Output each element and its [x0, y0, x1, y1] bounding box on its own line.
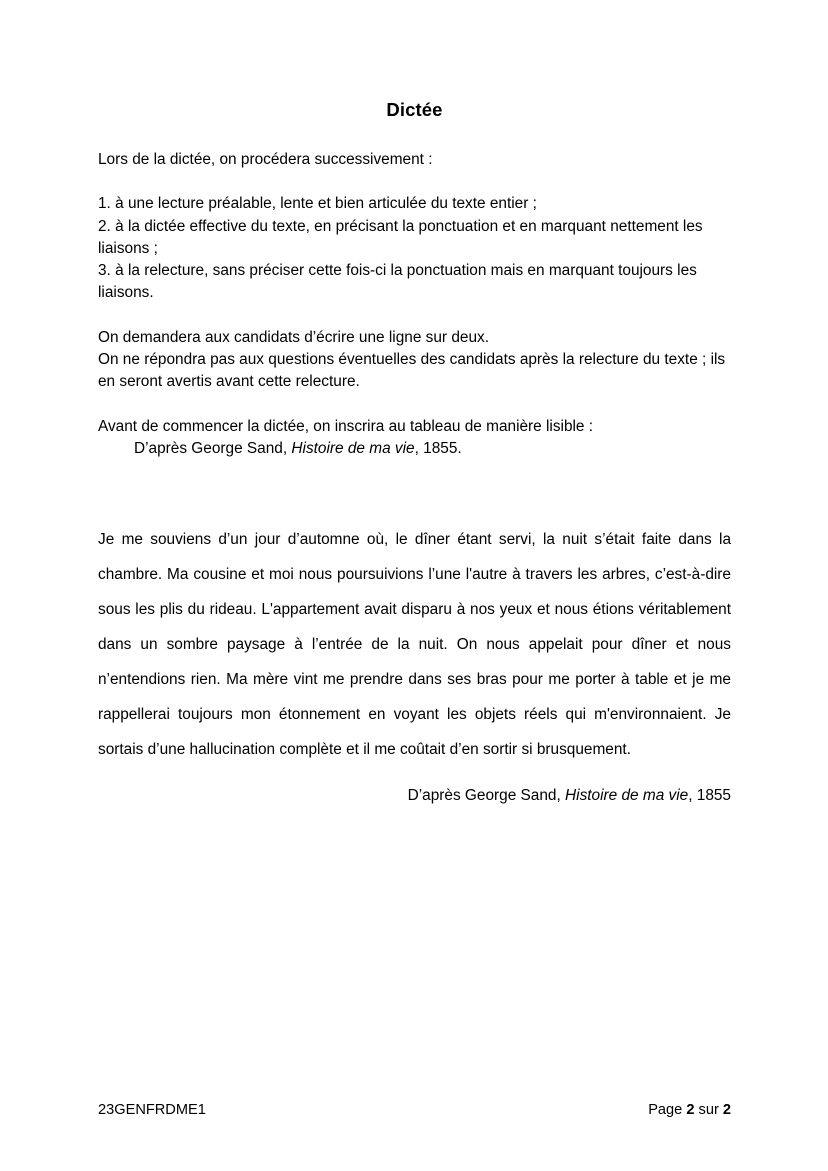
before-start-block — [98, 394, 731, 461]
instructions-step: 3. à la relecture, sans préciser cette fois-ci la ponctuation mais en marquant toujours les liaisons. — [98, 262, 697, 302]
instructions-notes — [98, 305, 731, 394]
footer-page-indicator — [648, 1101, 731, 1119]
instructions-note: On demandera aux candidats d’écrire une ligne sur deux. — [98, 328, 489, 346]
instructions-steps-list — [98, 171, 731, 304]
footer-document-code: 23GENFRDME1 — [98, 1102, 206, 1118]
footer-page-total: 2 — [722, 1102, 731, 1118]
footer-page-number: 2 — [686, 1102, 695, 1118]
board-citation-work-title: Histoire de ma vie — [291, 439, 415, 457]
attribution-suffix: , 1855 — [688, 787, 731, 805]
board-citation — [98, 438, 731, 460]
board-citation-suffix: , 1855. — [414, 439, 462, 457]
before-start-text: Avant de commencer la dictée, on inscrira au tableau de manière lisible : — [98, 417, 594, 435]
page-footer — [98, 1101, 731, 1119]
attribution-prefix: D’après George Sand, — [407, 787, 566, 805]
passage-attribution — [98, 767, 731, 807]
page-title: Dictée — [386, 99, 443, 120]
footer-page-label: Page — [648, 1102, 683, 1118]
instructions-intro: Lors de la dictée, on procédera successivement : — [98, 151, 433, 168]
board-citation-prefix: D’après George Sand, — [134, 439, 292, 457]
footer-of-label: sur — [698, 1102, 719, 1118]
instructions-note: On ne répondra pas aux questions éventuelles des candidats après la relecture du texte ; ils en seront avertis avant cette relecture. — [98, 351, 726, 391]
document-content — [98, 0, 731, 807]
instructions-step: 2. à la dictée effective du texte, en précisant la ponctuation et en marquant nettement les liaisons ; — [98, 217, 703, 257]
dictation-passage: Je me souviens d’un jour d’automne où, le dîner étant servi, la nuit s’était faite dans la chambre. Ma cousine et moi nous poursuivions l’une l'autre à travers les arbres, c’est-à-dire sous les plis du rideau. L'appartement avait disparu à nos yeux et nous étions véritablement dans un sombre paysage à l’entrée de la nuit. On nous appelait pour dîner et nous n’entendions rien. Ma mère vint me prendre dans ses bras pour me porter à table et je me rappellerai toujours mon étonnement en voyant les objets réels qui m'environnaient. Je sortais d’une hallucination complète et il me coûtait d’en sortir si brusquement. — [98, 531, 731, 759]
instructions-step: 1. à une lecture préalable, lente et bien articulée du texte entier ; — [98, 195, 537, 213]
attribution-work-title: Histoire de ma vie — [565, 787, 689, 805]
